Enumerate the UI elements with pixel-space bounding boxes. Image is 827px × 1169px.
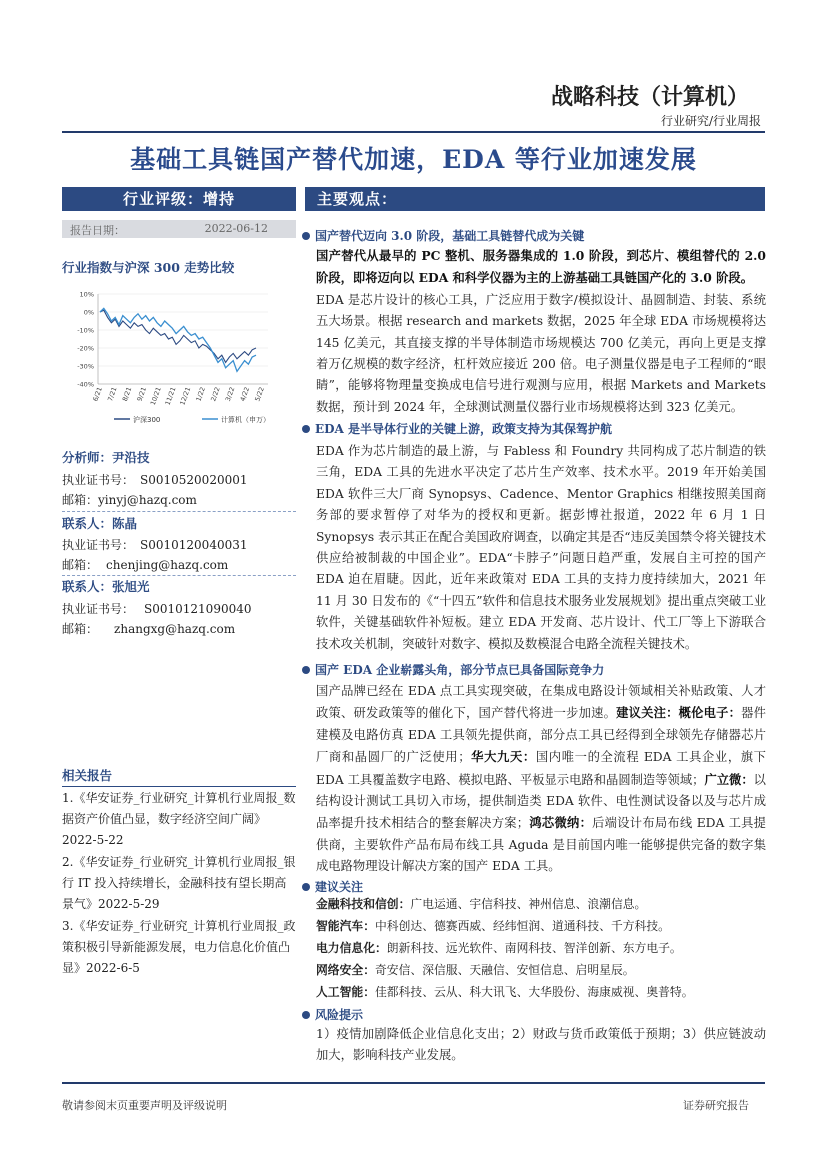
y-tick-label: 0%	[83, 308, 94, 317]
bullet-heading: EDA 是半导体行业的关键上游，政策支持为其保驾护航	[302, 420, 612, 437]
x-tick-label: 10/21	[148, 385, 163, 407]
report-series-title: 战略科技（计算机）	[550, 84, 749, 110]
bullet-heading: 建议关注	[302, 878, 363, 895]
y-tick-label: -40%	[77, 380, 94, 389]
series-line-hs300	[100, 310, 256, 362]
index-comparison-chart	[62, 278, 296, 430]
series-line-computer	[100, 308, 256, 371]
chart-title: 行业指数与沪深 300 走势比较	[62, 260, 235, 275]
main-views-head: 主要观点：	[305, 187, 765, 211]
contact-email[interactable]: 邮箱： zhangxg@hazq.com	[62, 622, 236, 636]
analyst-head: 分析师：尹沿技	[62, 450, 150, 465]
report-date-label: 报告日期：	[70, 224, 125, 237]
x-tick-label: 6/21	[91, 385, 104, 403]
y-tick-label: 10%	[79, 290, 94, 299]
x-tick-label: 7/21	[106, 385, 119, 403]
bullet-dot-icon	[302, 1011, 310, 1019]
x-tick-label: 12/21	[178, 385, 193, 407]
related-report-item[interactable]: 2.《华安证券_行业研究_计算机行业周报_银行 IT 投入持续增长，金融科技有望长期高景气》2022-5-29	[62, 855, 296, 911]
divider	[62, 575, 296, 576]
risk-paragraph: 1）疫情加剧降低企业信息化支出；2）财政与货币政策低于预期；3）供应链波动加大，影响科技产业发展。	[316, 1027, 766, 1063]
header-divider	[62, 131, 765, 133]
report-date-row	[62, 220, 296, 238]
x-tick-label: 1/22	[194, 385, 207, 403]
paragraph: EDA 作为芯片制造的最上游，与 Fabless 和 Foundry 共同构成了芯片制造的铁三角，EDA 工具的先进水平决定了芯片生产效率、技术水平。2019 年开始美国 EDA 软件三大厂商 Synopsys、Cadence、Mentor Graphics 相继按照美国商务部的要求暂停了对华为的授权和更新。据彭博社报道，2022 年 6 月 1 日 Synopsys 表示其正在配合美国政府调查，以确定其是否“违反美国禁令将关键技术供应给被制裁的中国企业”。EDA“卡脖子”问题日趋严重，发展自主可控的国产 EDA 迫在眉睫。因此，近年来政策对 EDA 工具的支持力度持续加大，2021 年 11 月 30 日发布的《“十四五”软件和信息技术服务业发展规划》提出重点突破工业软件，关键基础软件补短板。建立 EDA 开发商、芯片设计、代工厂等上下游联合技术攻关机制，突破针对数字、模拟及数模混合电路全流程关键技术。	[316, 444, 766, 651]
pick-line: 电力信息化：朗新科技、远光软件、南网科技、智洋创新、东方电子。	[316, 941, 682, 955]
legend-label: 计算机（申万）	[221, 416, 270, 424]
x-tick-label: 8/21	[120, 385, 134, 403]
industry-rating: 行业评级：增持	[62, 187, 296, 211]
paragraph: 国产替代从最早的 PC 整机、服务器集成的 1.0 阶段，到芯片、模组替代的 2.0 阶段，即将迈向以 EDA 和科学仪器为主的上游基础工具链国产化的 3.0 阶段。 EDA 是芯片设计的核心工具，广泛应用于数字/模拟设计、晶圆制造、封装、系统五大场景。根据 research and markets 数据，2025 年全球 EDA 市场规模将达 145 亿美元，其直接支撑的半导体制造市场规模达 700 亿美元，再向上更是支撑着万亿规模的数字经济，杠杆效应接近 200 倍。电子测量仪器是电子工程师的“眼睛”，能够将物理量变换成电信号进行观测与应用，根据 Markets and Markets 数据，预计到 2024 年，全球测试测量仪器行业市场规模将达到 323 亿美元。	[316, 248, 766, 414]
footer-label: 证券研究报告	[683, 1099, 749, 1112]
bullet-dot-icon	[302, 232, 310, 240]
analyst-email[interactable]: 邮箱：yinyj@hazq.com	[62, 493, 197, 507]
x-tick-label: 5/22	[253, 385, 266, 403]
y-tick-label: -20%	[77, 344, 94, 353]
contact-head: 联系人：张旭光	[62, 579, 150, 594]
page-title: 基础工具链国产替代加速，EDA 等行业加速发展	[130, 145, 697, 174]
contact-head: 联系人：陈晶	[62, 516, 138, 531]
legend-label: 沪深300	[133, 416, 161, 424]
pick-line: 网络安全：奇安信、深信服、天融信、安恒信息、启明星辰。	[316, 963, 635, 977]
bullet-heading: 风险提示	[302, 1006, 363, 1023]
related-report-item[interactable]: 1.《华安证券_行业研究_计算机行业周报_数据资产价值凸显，数字经济空间广阔》2022-5-22	[62, 791, 296, 847]
contact-cert: 执业证书号： S0010121090040	[62, 602, 252, 616]
x-tick-label: 11/21	[163, 385, 178, 407]
pick-line: 智能汽车：中科创达、德赛西威、经纬恒润、道通科技、千方科技。	[316, 919, 670, 933]
footer-disclaimer: 敬请参阅末页重要声明及评级说明	[62, 1099, 227, 1112]
x-tick-label: 3/22	[223, 385, 237, 403]
report-date-value: 2022-06-12	[204, 222, 268, 235]
report-category: 行业研究/行业周报	[660, 114, 761, 128]
bullet-dot-icon	[302, 883, 310, 891]
contact-email[interactable]: 邮箱： chenjing@hazq.com	[62, 558, 229, 572]
bullet-dot-icon	[302, 425, 310, 433]
related-report-item[interactable]: 3.《华安证券_行业研究_计算机行业周报_政策积极引导新能源发展，电力信息化价值凸显》2022-6-5	[62, 919, 296, 975]
x-tick-label: 9/21	[135, 385, 149, 403]
divider	[62, 511, 296, 512]
x-tick-label: 4/22	[238, 385, 252, 403]
pick-line: 金融科技和信创：广电运通、宇信科技、神州信息、浪潮信息。	[316, 897, 647, 911]
footer-divider	[62, 1082, 765, 1084]
y-tick-label: -30%	[77, 362, 94, 371]
bullet-heading: 国产替代迈向 3.0 阶段，基础工具链替代成为关键	[302, 227, 584, 244]
contact-cert: 执业证书号： S0010120040031	[62, 538, 248, 552]
analyst-cert: 执业证书号： S0010520020001	[62, 473, 248, 487]
y-tick-label: -10%	[77, 326, 94, 335]
paragraph: 国产品牌已经在 EDA 点工具实现突破，在集成电路设计领域相关补贴政策、人才政策、研发政策等的催化下，国产替代将进一步加速。建议关注：概伦电子：器件建模及电路仿真 EDA 工具领先提供商，部分点工具已经得到全球领先存储器芯片厂商和晶圆厂的广泛使用；华大九天：国内唯一的全流程 EDA 工具企业，旗下 EDA 工具覆盖数字电路、模拟电路、平板显示电路和晶圆制造等领域；广立微：以结构设计测试工具切入市场，提供制造类 EDA 软件、电性测试设备以及与芯片成品率提升技术相结合的整套解决方案；鸿芯微纳：后端设计布局布线 EDA 工具提供商，主要软件产品布局布线工具 Aguda 是目前国内唯一能够提供完备的数字集成电路物理设计解决方案的国产 EDA 工具。	[316, 684, 766, 874]
related-reports-head: 相关报告	[62, 766, 296, 787]
x-tick-label: 2/22	[209, 385, 222, 403]
pick-line: 人工智能：佳都科技、云从、科大讯飞、大华股份、海康威视、奥普特。	[316, 985, 694, 999]
bullet-dot-icon	[302, 666, 310, 674]
bullet-heading: 国产 EDA 企业崭露头角，部分节点已具备国际竞争力	[302, 661, 604, 678]
chart-svg	[62, 278, 296, 430]
